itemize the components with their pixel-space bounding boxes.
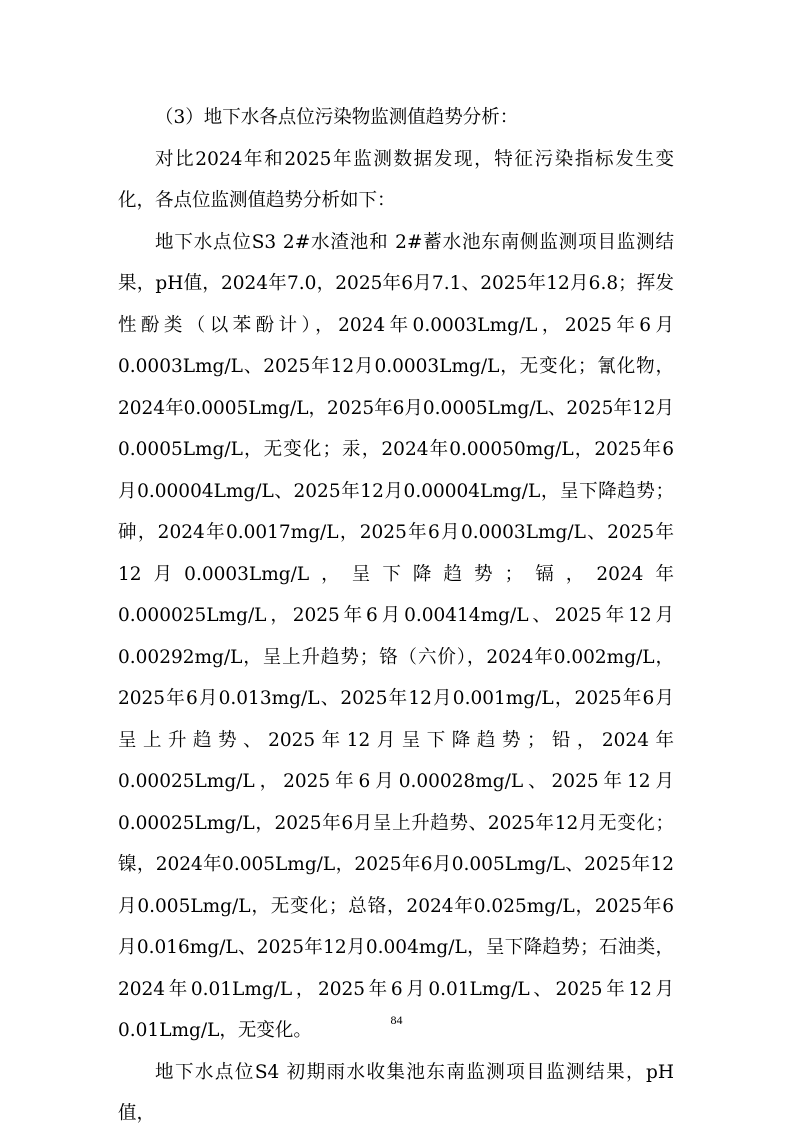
section-heading: （3）地下水各点位污染物监测值趋势分析： xyxy=(155,107,519,128)
s4-result-paragraph: 地下水点位S4 初期雨水收集池东南监测项目监测结果，pH值， xyxy=(118,1061,674,1124)
intro-paragraph: 对比2024年和2025年监测数据发现，特征污染指标发生变化，各点位监测值趋势分析如下： xyxy=(118,148,674,211)
s3-result-paragraph: 地下水点位S3 2#水渣池和 2#蓄水池东南侧监测项目监测结果，pH值，2024年7.0，2025年6月7.1、2025年12月6.8；挥发性酚类（以苯酚计），2024年0.0003Lmg/L，2025年6月0.0003Lmg/L、2025年12月0.0003Lmg/L，无变化；氰化物，2024年0.0005Lmg/L，2025年6月0.0005Lmg/L、2025年12月0.0005Lmg/L，无变化；汞，2024年0.00050mg/L，2025年6月0.00004Lmg/L、2025年12月0.00004Lmg/L，呈下降趋势；砷，2024年0.0017mg/L，2025年6月0.0003Lmg/L、2025年12月0.0003Lmg/L，呈下降趋势；镉，2024年0.000025Lmg/L，2025年6月0.00414mg/L、2025年12月0.00292mg/L，呈上升趋势；铬（六价），2024年0.002mg/L，2025年6月0.013mg/L、2025年12月0.001mg/L，2025年6月呈上升趋势、2025年12月呈下降趋势；铅，2024年0.00025Lmg/L，2025年6月0.00028mg/L、2025年12月0.00025Lmg/L，2025年6月呈上升趋势、2025年12月无变化；镍，2024年0.005Lmg/L，2025年6月0.005Lmg/L、2025年12月0.005Lmg/L，无变化；总铬，2024年0.025mg/L，2025年6月0.016mg/L、2025年12月0.004mg/L，呈下降趋势；石油类，2024年0.01Lmg/L，2025年6月0.01Lmg/L、2025年12月0.01Lmg/L，无变化。 xyxy=(118,231,674,1041)
page-number: 84 xyxy=(390,1013,403,1027)
body-text xyxy=(118,97,674,1135)
